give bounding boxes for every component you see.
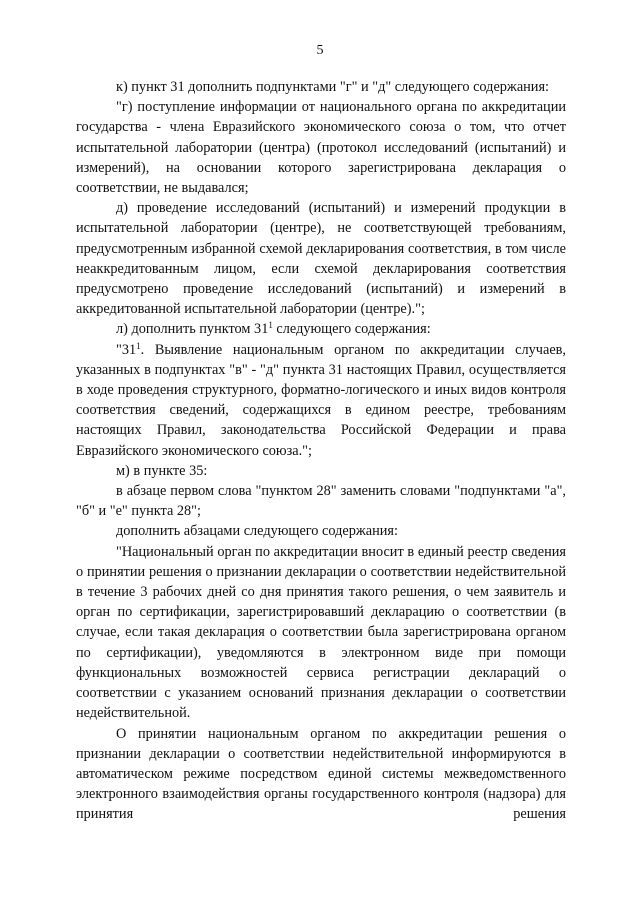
paragraph-subitem-d: д) проведение исследований (испытаний) и измерений продукции в испытательной лаборатории (центре), не соответствующей требованиям, предусмотренным избранной схемой декларирования соответствия, в том числе неаккредитованным лицом, если схемой декларирования соответствия предусмотрено проведение исследований (испытаний) и измерений в аккредитованной испытательной лаборатории (центре)."; — [76, 200, 566, 318]
paragraph-item-m: м) в пункте 35: — [116, 462, 208, 479]
paragraph-point-31-1 — [76, 340, 566, 461]
paragraph-add-abzacs: дополнить абзацами следующего содержания: — [116, 523, 398, 540]
document-body — [76, 77, 566, 825]
paragraph-item-k: к) пункт 31 дополнить подпунктами "г" и "д" следующего содержания: — [116, 79, 550, 95]
paragraph-registry-notice: "Национальный орган по аккредитации вносит в единый реестр сведения о принятии решения о признании декларации о соответствии недействительной в течение 3 рабочих дней со дня принятия такого решения, о чем заявитель и орган по сертификации, зарегистрировавший декларацию о соответствии (в случае, если такая декларация о соответствии была зарегистрирована органом по сертификации), уведомляются в электронном виде при помощи функциональных возможностей сервиса регистрации деклараций о соответствии с указанием оснований признания декларации о соответствии недействительной. — [76, 543, 566, 722]
item-l-text-start: л) дополнить пунктом 31 — [116, 321, 269, 338]
page-number: 5 — [316, 43, 324, 58]
point-31-1-number: "31 — [116, 341, 137, 358]
item-l-superscript: 1 — [268, 320, 273, 331]
paragraph-automatic-notice: О принятии национальным органом по аккредитации решения о признании декларации о соответствии недействительной информируются в автоматическом режиме посредством единой системы межведомственного электронного взаимодействия органы государственного контроля (надзора) для принятия решения — [76, 725, 566, 823]
paragraph-first-abzac-change: в абзаце первом слова "пунктом 28" заменить словами "подпунктами "а", "б" и "е" пункта 28"; — [76, 483, 566, 520]
paragraph-subitem-g: "г) поступление информации от национального органа по аккредитации государства - члена Евразийского экономического союза о том, что отчет испытательной лаборатории (центра) (протокол исследований (испытаний) и измерений), на основании которого зарегистрирована декларация о соответствии, не выдавался; — [76, 99, 566, 197]
point-31-1-text: . Выявление национальным органом по аккредитации случаев, указанных в подпунктах "в" - "д" пункта 31 настоящих Правил, осуществляется в ходе проведения структурного, форматно-логического и иных видов контроля соответствия сведений, содержащихся в едином реестре, требованиям настоящих Правил, законодательства Российской Федерации и права Евразийского экономического союза."; — [76, 341, 566, 459]
paragraph-item-l — [76, 319, 566, 339]
point-31-1-superscript: 1 — [136, 340, 141, 351]
item-l-text-end: следующего содержания: — [272, 321, 431, 338]
